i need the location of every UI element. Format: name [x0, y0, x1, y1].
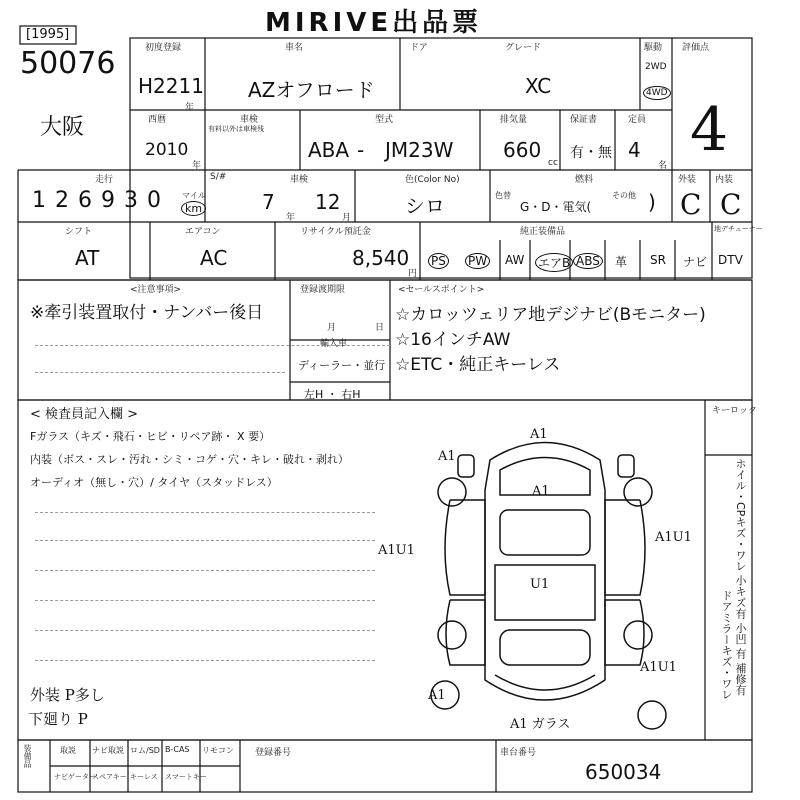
mileage-unit-top: マイル — [182, 191, 206, 200]
inspect-year-suffix: 年 — [286, 213, 296, 223]
insp-dash-4 — [35, 600, 375, 601]
type-prefix: ABA — [308, 138, 350, 162]
mileage-label: 走行 — [95, 175, 114, 185]
first-reg-value: H2211 — [138, 74, 204, 98]
recycle-unit: 円 — [408, 269, 418, 279]
equip-navi: ナビ — [683, 255, 708, 269]
model-year-label: 西暦 — [148, 115, 167, 125]
inspection-sub: 有料以外は車検残 — [208, 125, 264, 133]
year-suffix-2: 年 — [192, 161, 202, 171]
equip-ps — [428, 253, 449, 269]
exterior-value: C — [680, 188, 702, 221]
meter-swap-label: S/# — [210, 172, 227, 182]
fuel-other: その他 — [612, 191, 636, 200]
drive-2wd: 2WD — [645, 62, 667, 72]
first-reg-label: 初度登録 — [145, 43, 182, 53]
chassis-no-value: 650034 — [585, 760, 662, 784]
equip-leather: 革 — [615, 255, 628, 269]
equip-aw: AW — [505, 253, 525, 267]
damage-mark-rear-right: A1U1 — [640, 660, 677, 675]
equip-item-keyless: キーレス — [130, 773, 158, 781]
displacement-label: 排気量 — [500, 115, 528, 125]
equip-airbag — [535, 253, 573, 272]
shift-label: シフト — [65, 227, 93, 237]
equip-item-bcas: B-CAS — [165, 745, 190, 754]
damage-mark-right-door: A1U1 — [655, 530, 692, 545]
equip-item-remote: リモコン — [202, 746, 234, 755]
insp-dash-5 — [35, 630, 375, 631]
inspector-line-3: オーディオ（無し・穴）/ タイヤ（スタッドレス） — [30, 476, 278, 489]
equip-abs-text: ABS — [573, 253, 603, 269]
import-label: 輸入車 — [320, 339, 348, 349]
equip-item-manual: 取説 — [60, 746, 76, 755]
fuel-label: 燃料 — [575, 175, 594, 185]
note-line-1: ※牽引装置取付・ナンバー後日 — [30, 303, 264, 323]
insp-dash-6 — [35, 660, 375, 661]
capacity-label: 定員 — [628, 115, 647, 125]
equip-item-navi-manual: ナビ取説 — [92, 746, 124, 755]
reg-month: 月 — [327, 323, 337, 333]
legend-vertical: ホイル・CPキズ・ワレ 小キズ有 小凹 有 補修有 — [734, 458, 747, 696]
inspect-year-value: 7 — [262, 190, 275, 214]
inspector-line-1: Fガラス（キズ・飛石・ヒビ・リペア跡・ X 要） — [30, 430, 271, 443]
handwritten-note-2: 下廻り P — [28, 710, 88, 728]
sales-point-1: ☆カロッツェリア地デジナビ(Bモニター) — [395, 305, 706, 325]
car-name-value: AZオフロード — [248, 78, 375, 102]
doors-label: ドア — [410, 43, 428, 53]
type-dash: - — [357, 138, 365, 162]
score-value: 4 — [690, 95, 729, 165]
insp-dash-2 — [35, 540, 375, 541]
tuner-label: 地デチューナー — [714, 225, 763, 233]
damage-mark-glass: A1 ガラス — [510, 717, 571, 732]
person-unit: 名 — [658, 161, 668, 171]
equip-item-spare-key: スペアキー — [92, 773, 127, 781]
damage-mark-left-door: A1U1 — [378, 543, 415, 558]
note-dash-2 — [35, 372, 285, 373]
fuel-options: G・D・電気( — [520, 200, 592, 214]
car-diagram — [420, 420, 670, 740]
year-suffix: 年 — [185, 103, 195, 113]
key-lock-label: キーロック — [712, 406, 757, 416]
shift-value: AT — [75, 246, 100, 270]
displacement-value: 660 — [503, 138, 542, 162]
mileage-value: 126930 — [32, 188, 170, 213]
damage-mark-roof: U1 — [530, 577, 550, 592]
aircon-value: AC — [200, 246, 228, 270]
reg-day: 日 — [375, 323, 385, 333]
inspect-month-suffix: 月 — [342, 213, 352, 223]
equip-abs — [573, 253, 603, 269]
lot-number: 50076 — [20, 46, 116, 81]
capacity-value: 4 — [628, 138, 641, 162]
notes-label: <注意事項> — [130, 285, 182, 295]
equip-ps-text: PS — [428, 253, 449, 269]
warranty-label: 保証書 — [570, 115, 598, 125]
grade-label: グレード — [505, 43, 542, 53]
chassis-no-label: 車台番号 — [500, 748, 537, 758]
drive-label: 駆動 — [644, 43, 663, 53]
damage-mark-rear-left: A1 — [428, 688, 446, 703]
color-label: 色(Color No) — [405, 175, 460, 185]
interior-label: 内装 — [715, 175, 734, 185]
sales-point-2: ☆16インチAW — [395, 330, 511, 350]
exterior-label: 外装 — [678, 175, 697, 185]
venue: 大阪 — [40, 115, 85, 140]
import-dealer: ディーラー・並行 — [298, 359, 386, 372]
mileage-unit-km: km — [181, 201, 206, 216]
equip-item-navigator: ナビゲーター — [54, 773, 96, 781]
year-tag: [1995] — [26, 27, 70, 42]
inspection-label-2: 車検 — [290, 175, 309, 185]
recycle-label: リサイクル預託金 — [300, 227, 371, 237]
equip-item-rom: ロム/SD — [130, 746, 160, 755]
legend-vertical-2: ドアミラーキズ・ワレ — [720, 590, 733, 700]
warranty-value: 有・無 — [570, 145, 612, 161]
color-value: シロ — [405, 194, 445, 218]
inspector-line-2: 内装（ボス・スレ・汚れ・シミ・コゲ・穴・キレ・破れ・剥れ） — [30, 453, 349, 466]
equipment-label: 装備品 — [23, 744, 32, 768]
recycle-value: 8,540 — [352, 246, 410, 270]
equip-sr: SR — [650, 253, 666, 267]
inspect-month-value: 12 — [315, 190, 341, 214]
type-label: 型式 — [375, 115, 394, 125]
insp-dash-1 — [35, 512, 375, 513]
aircon-label: エアコン — [185, 227, 221, 237]
car-name-label: 車名 — [285, 43, 304, 53]
model-year-value: 2010 — [145, 140, 189, 160]
insp-dash-3 — [35, 570, 375, 571]
sales-point-3: ☆ETC・純正キーレス — [395, 355, 561, 375]
damage-mark-fender-left: A1 — [438, 449, 456, 464]
equip-pw-text: PW — [465, 253, 490, 269]
reg-expiry-label: 登録渡期限 — [300, 285, 346, 295]
interior-value: C — [720, 188, 742, 221]
type-code: JM23W — [385, 138, 454, 162]
inspector-label: < 検査員記入欄 > — [30, 407, 139, 422]
inspection-label: 車検 — [240, 115, 259, 125]
equip-airbag-text: エアB — [535, 253, 573, 272]
color-side-label: 色替 — [495, 191, 511, 200]
equip-pw — [465, 253, 490, 269]
reg-number-label: 登録番号 — [255, 748, 292, 758]
equip-item-smart-key: スマートキー — [165, 773, 207, 781]
damage-mark-roof-front: A1 — [530, 427, 548, 442]
equip-dtv: DTV — [718, 253, 743, 267]
sheet-title: MIRIVE出品票 — [265, 8, 483, 38]
handwritten-note-1: 外装 P多し — [30, 686, 105, 704]
genuine-equipment-label: 純正装備品 — [520, 227, 566, 237]
fuel-close: ) — [648, 190, 656, 214]
damage-mark-hood: A1 — [532, 484, 550, 499]
sales-points-label: <セールスポイント> — [398, 285, 485, 295]
import-hand: 左H ・ 右H — [304, 388, 361, 401]
drive-4wd: 4WD — [643, 86, 671, 100]
score-label: 評価点 — [682, 43, 710, 53]
grade-value: XC — [525, 74, 552, 98]
cc-unit: cc — [548, 158, 558, 168]
